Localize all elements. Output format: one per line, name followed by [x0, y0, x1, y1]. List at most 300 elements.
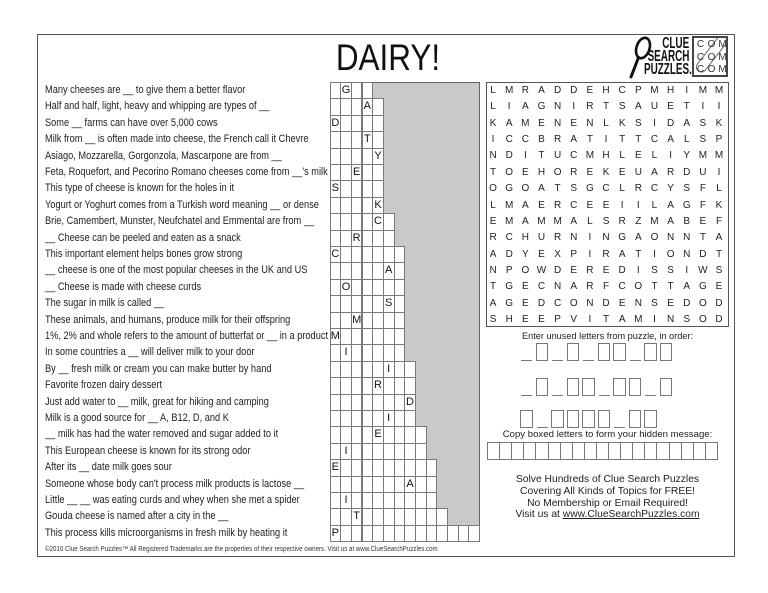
word-search-letter: E	[634, 150, 642, 162]
word-search-letter: H	[505, 314, 513, 326]
word-search-letter: P	[554, 314, 561, 326]
word-search-letter: T	[651, 281, 658, 293]
word-search-letter: E	[538, 248, 545, 260]
word-search-letter: I	[636, 199, 640, 211]
word-search-letter: T	[635, 134, 642, 146]
answer-cell-given[interactable]: M	[351, 312, 363, 329]
word-search-letter: O	[553, 166, 562, 178]
answer-cell[interactable]	[372, 98, 384, 115]
word-search-letter: M	[505, 215, 514, 227]
word-search-letter: O	[521, 183, 530, 195]
answer-cell[interactable]	[415, 443, 427, 460]
unused-letter-box[interactable]	[567, 410, 580, 428]
word-search-letter: S	[683, 183, 691, 195]
word-search-letter: K	[618, 117, 626, 129]
word-search-letter: M	[634, 314, 643, 326]
word-search-letter: N	[553, 117, 562, 129]
clue-label: Milk is a good source for __ A, B12, D, and K	[45, 412, 229, 424]
word-search-letter: F	[699, 183, 706, 195]
answer-cell[interactable]	[362, 82, 374, 99]
logo-com-letter: M	[718, 39, 727, 50]
logo-com-letter: C	[696, 51, 705, 63]
word-search-letter: O	[666, 248, 675, 260]
word-search-letter: A	[667, 215, 674, 227]
answer-cell-given[interactable]: I	[340, 344, 352, 361]
word-search-letter: G	[537, 101, 546, 113]
clue-text	[45, 377, 184, 393]
clue-list	[45, 82, 329, 542]
word-search-letter: T	[715, 248, 723, 260]
word-search-letter: O	[698, 297, 707, 309]
answer-cell[interactable]	[394, 279, 406, 296]
word-search-letter: R	[521, 85, 529, 96]
answer-cell[interactable]	[468, 525, 480, 542]
clue-text	[45, 492, 348, 508]
clue-label: This European cheese is known for its strong odor	[45, 444, 251, 457]
word-search-letter: A	[489, 297, 497, 309]
unused-letter-box[interactable]	[660, 343, 673, 361]
unused-letter-box[interactable]	[567, 343, 580, 361]
word-search-letter: O	[569, 297, 578, 309]
logo-com-letter: O	[707, 39, 716, 50]
word-search-letter: U	[634, 166, 642, 178]
word-search-letter: I	[653, 117, 656, 129]
answer-cell[interactable]	[404, 410, 416, 427]
logo-com-letter: C	[696, 39, 705, 50]
word-search-letter: T	[667, 281, 674, 293]
unused-letter-blank[interactable]	[645, 378, 656, 396]
promo-block	[486, 474, 729, 521]
answer-cell-given[interactable]: R	[351, 230, 363, 247]
word-search-letter: E	[521, 166, 529, 178]
unused-letter-box[interactable]	[582, 410, 595, 428]
unused-letter-box[interactable]	[567, 378, 580, 396]
word-search-letter: B	[538, 134, 545, 146]
promo-visit-label: Visit us at	[515, 509, 563, 521]
promo-line-3: No Membership or Email Required!	[527, 497, 688, 509]
word-search-letter: M	[521, 117, 530, 129]
word-search-letter: A	[538, 183, 545, 195]
answer-cell-given[interactable]: A	[362, 98, 374, 115]
word-search-letter: T	[490, 281, 497, 293]
word-search-letter: L	[716, 183, 722, 195]
answer-grid	[330, 82, 480, 542]
word-search-letter: N	[683, 232, 691, 244]
word-search-letter: W	[536, 264, 547, 276]
word-search-letter: R	[634, 183, 642, 195]
unused-letter-blank[interactable]	[599, 378, 610, 396]
word-search-letter: T	[619, 134, 626, 146]
answer-cell-given[interactable]: E	[351, 164, 363, 181]
answer-cell-given[interactable]: S	[330, 180, 342, 197]
word-search-letter: D	[666, 117, 675, 129]
clue-label: These animals, and humans, produce milk for their offspring	[45, 313, 291, 326]
answer-cell[interactable]	[383, 213, 395, 230]
unused-letter-box[interactable]	[629, 378, 642, 396]
clue-text	[45, 295, 187, 311]
clue-text	[45, 246, 280, 262]
word-search-letter: R	[570, 166, 578, 178]
clue-label: __ milk has had the water removed and sugar added to it	[45, 428, 279, 441]
unused-letter-box[interactable]	[613, 378, 626, 396]
word-search-letter: T	[683, 101, 690, 113]
answer-cell[interactable]	[372, 164, 384, 181]
unused-letter-box[interactable]	[536, 378, 549, 396]
word-search-letter: D	[683, 297, 691, 309]
word-search-letter: E	[570, 117, 578, 129]
word-search-letter: I	[653, 314, 656, 326]
answer-cell-given[interactable]: C	[330, 246, 342, 263]
answer-cell-given[interactable]: D	[404, 394, 416, 411]
word-search-letter: E	[538, 117, 545, 129]
unused-letter-box[interactable]	[613, 343, 626, 361]
answer-cell[interactable]	[394, 344, 406, 361]
answer-cell[interactable]	[372, 115, 384, 132]
word-search-letter: G	[698, 281, 707, 293]
word-search-letter: M	[585, 150, 595, 162]
word-search-letter: I	[588, 248, 592, 260]
answer-cell-given[interactable]: R	[372, 377, 384, 394]
word-search-letter: N	[602, 232, 610, 244]
word-search-letter: I	[620, 199, 624, 211]
answer-cell[interactable]	[426, 492, 438, 509]
word-search-letter: A	[521, 199, 529, 211]
word-search-letter: D	[553, 85, 562, 96]
word-search-letter: C	[570, 199, 578, 211]
word-search-letter: F	[699, 199, 706, 211]
promo-line-4	[486, 509, 729, 521]
logo-com-letter: O	[707, 51, 716, 63]
unused-letter-blank[interactable]	[521, 378, 532, 396]
answer-cell-given[interactable]: I	[340, 492, 352, 509]
word-search-letter: I	[669, 150, 672, 162]
clue-text	[45, 426, 323, 442]
word-search-letter: H	[537, 166, 546, 178]
answer-cell[interactable]	[415, 426, 427, 443]
clue-label: Someone whose body can't process milk products is lactose __	[45, 477, 305, 490]
word-search-letter: G	[682, 199, 691, 211]
word-search-letter: S	[715, 264, 723, 276]
word-search-letter: E	[586, 85, 594, 96]
unused-letter-blank[interactable]	[521, 343, 532, 361]
clue-text	[45, 279, 231, 295]
clue-text	[45, 476, 353, 492]
answer-cell[interactable]	[394, 246, 406, 263]
copyright-footer: ©2010 Clue Search Puzzles™ All Registered Trademarks are the properties of their respective owners. Visit us at www.ClueSearchPuzzles.com	[45, 546, 438, 553]
answer-cell[interactable]	[404, 377, 416, 394]
clue-text	[45, 98, 312, 114]
answer-cell-given[interactable]: K	[372, 197, 384, 214]
logo-word-puzzles: PUZZLES.	[644, 61, 692, 78]
unused-letter-blank[interactable]	[552, 343, 563, 361]
answer-cell[interactable]	[383, 230, 395, 247]
word-search-letter: S	[699, 134, 707, 146]
unused-letter-box[interactable]	[644, 343, 657, 361]
unused-letter-box[interactable]	[644, 410, 657, 428]
word-search-letter: S	[489, 314, 497, 326]
clue-label: In some countries a __ will deliver milk to your door	[45, 346, 255, 359]
word-search-letter: E	[570, 264, 578, 276]
word-search-letter: Z	[635, 215, 642, 227]
answer-cell[interactable]	[394, 328, 406, 345]
unused-letter-box[interactable]	[598, 410, 611, 428]
word-search-letter: M	[698, 85, 708, 96]
word-search-letter: A	[618, 314, 626, 326]
answer-cell[interactable]	[372, 180, 384, 197]
word-search-letter: M	[714, 85, 724, 96]
word-search-letter: M	[650, 215, 659, 227]
word-search-letter: A	[538, 85, 545, 96]
word-search-letter: R	[553, 232, 562, 244]
unused-letter-box[interactable]	[520, 410, 533, 428]
word-search-letter: S	[651, 264, 658, 276]
answer-cell-given[interactable]: A	[383, 262, 395, 279]
unused-letter-blank[interactable]	[614, 410, 625, 428]
word-search-letter: O	[634, 281, 643, 293]
answer-cell-given[interactable]: O	[340, 279, 352, 296]
word-search-letter: E	[538, 314, 545, 326]
answer-cell-given[interactable]: E	[330, 459, 342, 476]
word-search-letter: R	[618, 215, 626, 227]
word-search-letter: A	[489, 248, 497, 260]
unused-letter-box[interactable]	[629, 410, 642, 428]
clue-label: Asiago, Mozzarella, Gorgonzola, Mascarpone are from __	[45, 149, 282, 162]
unused-letters-instruction: Enter unused letters from puzzle, in order:	[521, 331, 694, 341]
answer-cell-given[interactable]: I	[383, 410, 395, 427]
clue-label: Brie, Camembert, Munster, Neufchatel and Emmental are from __	[45, 215, 315, 228]
answer-cell-given[interactable]: P	[330, 525, 342, 542]
word-search-letter: K	[715, 117, 723, 129]
word-search-letter: O	[521, 264, 530, 276]
word-search-letter: A	[505, 117, 513, 129]
hidden-message-instruction: Copy boxed letters to form your hidden message:	[502, 429, 713, 440]
word-search-letter: E	[521, 314, 529, 326]
answer-cell-given[interactable]: C	[372, 213, 384, 230]
answer-cell[interactable]	[426, 476, 438, 493]
clue-text	[45, 525, 334, 541]
clue-label: Some __ farms can have over 5,000 cows	[45, 116, 218, 129]
hidden-message-box[interactable]	[705, 442, 718, 460]
word-search-letter: M	[505, 85, 514, 96]
word-search-letter: C	[521, 134, 529, 146]
logo-word-clue: CLUE	[661, 35, 689, 52]
word-search-letter: U	[553, 150, 562, 162]
word-search-letter: D	[618, 264, 626, 276]
word-search-letter: A	[634, 232, 642, 244]
clue-label: __ cheese is one of the most popular cheeses in the UK and US	[45, 264, 308, 277]
word-search-letter: T	[490, 166, 497, 178]
unused-letter-box[interactable]	[598, 343, 611, 361]
word-search-letter: E	[586, 166, 594, 178]
clue-text	[45, 344, 294, 360]
word-search-letter: I	[572, 101, 576, 113]
word-search-letter: I	[717, 166, 721, 178]
word-search-letter: C	[505, 232, 513, 244]
clue-text	[45, 230, 278, 246]
unused-letters-lines	[520, 343, 690, 429]
word-search-letter: I	[588, 232, 592, 244]
logo-com-letter: M	[718, 64, 727, 75]
word-search-letter: S	[602, 215, 610, 227]
clue-label: Half and half, light, heavy and whipping are types of __	[45, 100, 270, 113]
word-search-letter: I	[636, 264, 640, 276]
answer-cell-given[interactable]: I	[383, 361, 395, 378]
word-search-letter: E	[667, 297, 674, 309]
clue-label: The sugar in milk is called __	[45, 297, 165, 310]
website-link[interactable]: www.ClueSearchPuzzles.com	[562, 509, 700, 521]
unused-letter-blank[interactable]	[537, 410, 548, 428]
word-search-letter: N	[489, 264, 497, 276]
word-search-letter: M	[650, 85, 659, 96]
clue-text	[45, 148, 327, 164]
word-search-letter: L	[490, 85, 496, 96]
word-search-letter: G	[505, 281, 514, 293]
word-search-letter: A	[570, 134, 578, 146]
word-search-letter: A	[618, 248, 626, 260]
clue-text	[45, 180, 270, 196]
word-search-letter: U	[650, 101, 659, 113]
word-search-letter: C	[570, 150, 578, 162]
word-search-letter: A	[651, 166, 658, 178]
word-search-letter: I	[717, 101, 721, 113]
word-search-letter: W	[698, 264, 708, 276]
answer-cell[interactable]	[394, 312, 406, 329]
word-search-letter: F	[715, 215, 723, 227]
unused-letter-blank[interactable]	[583, 343, 594, 361]
answer-cell[interactable]	[436, 508, 448, 525]
word-search-letter: T	[635, 248, 642, 260]
logo-com-grid	[692, 36, 728, 77]
word-search-letter: U	[699, 166, 707, 178]
word-search-letter: L	[490, 199, 496, 211]
word-search-grid	[486, 82, 729, 327]
unused-letter-blank[interactable]	[552, 378, 563, 396]
word-search-letter: H	[602, 150, 610, 162]
word-search-letter: R	[586, 264, 594, 276]
word-search-letter: Y	[683, 150, 691, 162]
answer-cell-given[interactable]: T	[362, 131, 374, 148]
word-search-letter: R	[586, 101, 594, 113]
word-search-letter: C	[618, 281, 626, 293]
word-search-letter: D	[505, 248, 513, 260]
word-search-letter: A	[570, 215, 578, 227]
word-search-letter: K	[489, 117, 497, 129]
word-search-letter: N	[634, 297, 642, 309]
word-search-letter: E	[521, 281, 529, 293]
answer-cell-given[interactable]: D	[330, 115, 342, 132]
word-search-letter: C	[650, 134, 659, 146]
unused-letter-blank[interactable]	[630, 343, 641, 361]
word-search-letter: L	[619, 150, 625, 162]
word-search-letter: R	[666, 166, 675, 178]
word-search-letter: L	[490, 101, 496, 113]
answer-cell-given[interactable]: S	[383, 295, 395, 312]
unused-letter-box[interactable]	[582, 378, 595, 396]
word-search-letter: A	[667, 199, 674, 211]
logo-com-letter: M	[718, 51, 727, 63]
clue-label: Yogurt or Yoghurt comes from a Turkish word meaning __ or dense	[45, 198, 319, 211]
answer-cell[interactable]	[426, 459, 438, 476]
answer-cell[interactable]	[372, 131, 384, 148]
word-search-letter: V	[570, 314, 578, 326]
hidden-message-boxes	[487, 442, 718, 460]
word-search-letter: P	[715, 134, 723, 146]
clue-label: Feta, Roquefort, and Pecorino Romano cheeses come from __'s milk	[45, 166, 328, 178]
unused-letter-box[interactable]	[660, 378, 673, 396]
word-search-letter: E	[602, 199, 610, 211]
word-search-letter: A	[521, 101, 529, 113]
word-search-letter: H	[666, 85, 675, 96]
word-search-letter: E	[521, 297, 529, 309]
word-search-letter: O	[698, 314, 707, 326]
word-search-letter: A	[715, 232, 723, 244]
word-search-letter: D	[699, 248, 707, 260]
word-search-letter: D	[553, 264, 562, 276]
word-search-letter: U	[537, 232, 546, 244]
answer-cell-given[interactable]: I	[340, 443, 352, 460]
word-search-letter: E	[586, 199, 594, 211]
word-search-letter: B	[683, 215, 691, 227]
word-search-letter: P	[505, 264, 513, 276]
word-search-letter: N	[553, 101, 562, 113]
word-search-letter: D	[505, 150, 513, 162]
word-search-letter: L	[619, 183, 625, 195]
answer-cell-given[interactable]: E	[372, 426, 384, 443]
clue-text	[45, 197, 371, 213]
word-search-letter: K	[602, 166, 610, 178]
word-search-letter: R	[602, 248, 610, 260]
word-search-letter: C	[505, 134, 513, 146]
word-search-letter: A	[634, 101, 642, 113]
word-search-letter: T	[554, 183, 561, 195]
unused-letter-box[interactable]	[536, 343, 549, 361]
word-search-letter: N	[683, 248, 691, 260]
answer-cell-given[interactable]: G	[340, 82, 352, 99]
word-search-letter: G	[586, 183, 594, 195]
clue-label: Gouda cheese is named after a city in the __	[45, 510, 229, 523]
clue-text	[45, 508, 263, 524]
word-search-letter: G	[505, 297, 514, 309]
word-search-letter: D	[715, 314, 723, 326]
word-search-letter: Y	[521, 248, 529, 260]
word-search-letter: Y	[667, 183, 674, 195]
answer-cell[interactable]	[394, 262, 406, 279]
clue-label: __ Cheese is made with cheese curds	[45, 280, 202, 293]
word-search-letter: R	[586, 281, 594, 293]
answer-cell[interactable]	[404, 361, 416, 378]
word-search-letter: I	[588, 314, 592, 326]
word-search-letter: L	[651, 150, 658, 162]
answer-cell-given[interactable]: M	[330, 328, 342, 345]
answer-cell-given[interactable]: Y	[372, 148, 384, 165]
word-search-letter: K	[715, 199, 723, 211]
unused-letter-box[interactable]	[551, 410, 564, 428]
clue-label: Favorite frozen dairy dessert	[45, 379, 163, 392]
answer-cell-given[interactable]: T	[351, 508, 363, 525]
word-search-letter: O	[650, 232, 659, 244]
word-search-letter: T	[602, 101, 610, 113]
word-search-letter: T	[586, 134, 593, 146]
word-search-letter: I	[685, 264, 689, 276]
answer-cell[interactable]	[394, 295, 406, 312]
word-search-letter: P	[570, 248, 578, 260]
word-search-letter: I	[653, 248, 656, 260]
word-search-letter: S	[651, 297, 658, 309]
word-search-letter: C	[618, 85, 626, 96]
answer-cell-given[interactable]: A	[404, 476, 416, 493]
clue-text	[45, 115, 250, 131]
clue-text	[45, 443, 290, 459]
